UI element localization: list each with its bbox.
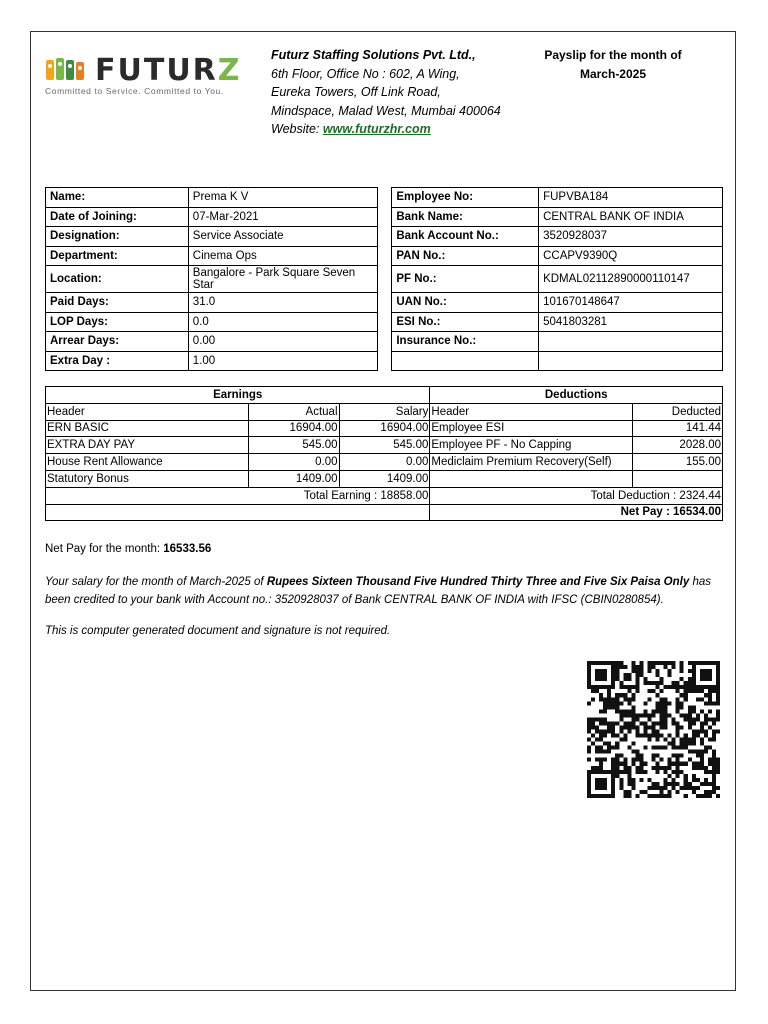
column-gap: [378, 246, 392, 266]
deduction-amount: 2028.00: [633, 437, 723, 454]
field-label: LOP Days:: [46, 312, 189, 332]
field-label: Date of Joining:: [46, 207, 189, 227]
field-value: CENTRAL BANK OF INDIA: [539, 207, 723, 227]
earning-salary: 16904.00: [339, 420, 430, 437]
info-row: [46, 227, 723, 247]
field-value: 1.00: [188, 351, 378, 371]
field-value: Bangalore - Park Square Seven Star: [188, 266, 378, 293]
deduction-amount: 155.00: [633, 454, 723, 471]
deduction-name: Mediclaim Premium Recovery(Self): [430, 454, 633, 471]
field-value: CCAPV9390Q: [539, 246, 723, 266]
field-label: Designation:: [46, 227, 189, 247]
field-label: Name:: [46, 188, 189, 208]
info-row: [46, 332, 723, 352]
field-label: PF No.:: [392, 266, 539, 293]
logo-tagline: Committed to Service. Committed to You.: [45, 86, 224, 96]
payslip-title: [523, 46, 703, 83]
column-gap: [378, 207, 392, 227]
earning-actual: 0.00: [248, 454, 339, 471]
earning-actual: 1409.00: [248, 470, 339, 487]
field-label: Department:: [46, 246, 189, 266]
pay-row: [46, 437, 723, 454]
net-pay-total: Net Pay : 16534.00: [430, 504, 723, 521]
column-gap: [378, 266, 392, 293]
earning-salary: 1409.00: [339, 470, 430, 487]
company-logo: [45, 54, 250, 104]
deduction-name: Employee ESI: [430, 420, 633, 437]
website-label: Website:: [271, 122, 320, 137]
column-gap: [378, 312, 392, 332]
info-row: [46, 293, 723, 313]
title-line: Payslip for the month of: [544, 48, 682, 62]
info-row: [46, 312, 723, 332]
info-row: [46, 266, 723, 293]
info-row: [46, 188, 723, 208]
earning-name: ERN BASIC: [46, 420, 249, 437]
deduction-name: [430, 470, 633, 487]
total-earning: Total Earning : 18858.00: [46, 487, 430, 504]
deduction-amount: [633, 470, 723, 487]
column-gap: [378, 227, 392, 247]
field-label: Location:: [46, 266, 189, 293]
total-deduction: Total Deduction : 2324.44: [430, 487, 723, 504]
empty-cell: [46, 504, 430, 521]
earnings-title: Earnings: [46, 387, 430, 404]
col-deduction-header: Header: [430, 403, 633, 420]
earning-actual: 545.00: [248, 437, 339, 454]
field-label: Bank Account No.:: [392, 227, 539, 247]
field-value: 5041803281: [539, 312, 723, 332]
earnings-deductions-table: [45, 386, 723, 521]
column-gap: [378, 351, 392, 371]
website-link[interactable]: www.futurzhr.com: [322, 122, 431, 137]
field-value: [539, 332, 723, 352]
pay-row: [46, 454, 723, 471]
hands-logo-icon: [45, 58, 91, 84]
field-label: PAN No.:: [392, 246, 539, 266]
field-value: Cinema Ops: [188, 246, 378, 266]
credit-suffix: has been credited to your bank with Account no.: 3520928037 of Bank CENTRAL BANK OF INDIA with IFSC (CBIN0280854).: [45, 576, 711, 606]
amount-in-words: Rupees Sixteen Thousand Five Hundred Thirty Three and Five Six Paisa Only: [266, 576, 690, 588]
col-deducted: Deducted: [633, 403, 723, 420]
field-value: 0.0: [188, 312, 378, 332]
field-value: Service Associate: [188, 227, 378, 247]
deductions-title: Deductions: [430, 387, 723, 404]
field-label: Extra Day :: [46, 351, 189, 371]
field-label: Paid Days:: [46, 293, 189, 313]
field-value: Prema K V: [188, 188, 378, 208]
earning-name: Statutory Bonus: [46, 470, 249, 487]
net-pay-label: Net Pay for the month:: [45, 543, 161, 555]
earning-name: House Rent Allowance: [46, 454, 249, 471]
field-label: ESI No.:: [392, 312, 539, 332]
address-line: 6th Floor, Office No : 602, A Wing,: [271, 66, 460, 81]
address-line: Mindspace, Malad West, Mumbai 400064: [271, 103, 501, 118]
net-pay-row: [46, 504, 723, 521]
credit-statement: [45, 573, 725, 609]
field-value: 31.0: [188, 293, 378, 313]
deduction-name: Employee PF - No Capping: [430, 437, 633, 454]
col-salary: Salary: [339, 403, 430, 420]
field-value: 07-Mar-2021: [188, 207, 378, 227]
earning-name: EXTRA DAY PAY: [46, 437, 249, 454]
company-name: Futurz Staffing Solutions Pvt. Ltd.,: [271, 48, 476, 62]
field-value: 0.00: [188, 332, 378, 352]
field-value: 3520928037: [539, 227, 723, 247]
field-label: UAN No.:: [392, 293, 539, 313]
title-month: March-2025: [579, 66, 647, 81]
field-value: KDMAL02112890000110147: [539, 266, 723, 293]
field-label: [392, 351, 539, 371]
field-label: Arrear Days:: [46, 332, 189, 352]
col-header: Header: [46, 403, 249, 420]
pay-row: [46, 420, 723, 437]
disclaimer: This is computer generated document and signature is not required.: [45, 625, 391, 637]
deduction-amount: 141.44: [633, 420, 723, 437]
info-row: [46, 351, 723, 371]
info-row: [46, 246, 723, 266]
net-pay-value: 16533.56: [163, 543, 212, 555]
earning-salary: 545.00: [339, 437, 430, 454]
qr-code-icon: [587, 661, 720, 798]
field-label: Insurance No.:: [392, 332, 539, 352]
column-gap: [378, 332, 392, 352]
column-gap: [378, 188, 392, 208]
employee-info-table: [45, 187, 723, 371]
field-value: FUPVBA184: [539, 188, 723, 208]
pay-row: [46, 470, 723, 487]
earning-actual: 16904.00: [248, 420, 339, 437]
field-value: [539, 351, 723, 371]
net-pay-line: [45, 540, 725, 558]
totals-row: [46, 487, 723, 504]
logo-wordmark: FUTURZ: [95, 53, 242, 88]
payslip-page: [30, 31, 736, 991]
earning-salary: 0.00: [339, 454, 430, 471]
info-row: [46, 207, 723, 227]
address-line: Eureka Towers, Off Link Road,: [271, 85, 441, 100]
credit-prefix: Your salary for the month of March-2025 of: [45, 576, 264, 588]
company-address: [271, 46, 541, 139]
column-gap: [378, 293, 392, 313]
field-value: 101670148647: [539, 293, 723, 313]
col-actual: Actual: [248, 403, 339, 420]
field-label: Bank Name:: [392, 207, 539, 227]
field-label: Employee No:: [392, 188, 539, 208]
